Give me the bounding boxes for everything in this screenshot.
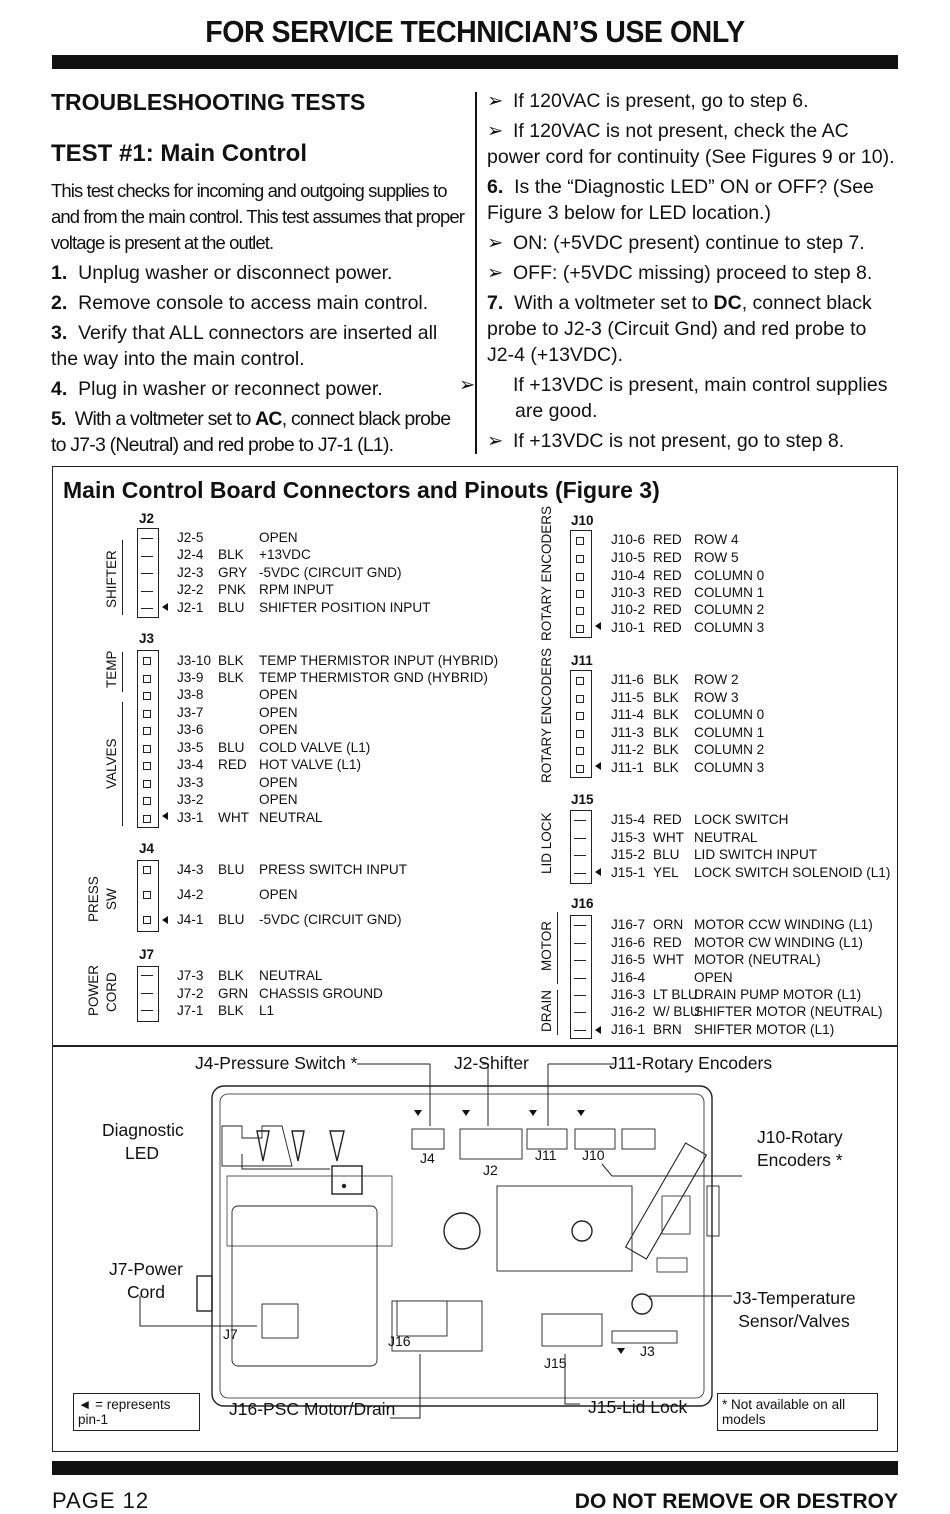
wire-color: RED [653,585,682,600]
pin-function: +13VDC [259,547,311,562]
pin-id: J11-2 [611,742,644,757]
pin-id: J16-3 [611,987,646,1002]
pin1-marker [595,1026,601,1034]
pin-function: TEMP THERMISTOR INPUT (HYBRID) [259,653,499,668]
board-j11-connector [527,1129,567,1149]
group-label-cord: CORD [104,972,119,1012]
pin-id: J2-2 [177,582,204,597]
pin-line [141,1010,153,1011]
board-j10-connector [575,1129,615,1149]
callout-j10-rotary-encoders: J10-Rotary Encoders * [757,1127,843,1170]
pin-function: PRESS SWITCH INPUT [259,862,408,877]
pin-function: NEUTRAL [694,830,758,845]
wire-color: WHT [653,830,684,845]
group-label-lid-lock: LID LOCK [539,812,554,874]
pin-square [143,815,151,823]
pin-line [141,993,153,994]
wire-color: BLK [653,672,679,687]
callout-j2-shifter: J2-Shifter [454,1053,529,1073]
pin-function: MOTOR (NEUTRAL) [694,952,821,967]
connector-label-j11: J11 [571,653,593,668]
pin-function: LOCK SWITCH [694,812,789,827]
pin-square [576,712,584,720]
pin-function: COLUMN 2 [694,742,765,757]
callout-diagnostic-led: Diagnostic LED [102,1120,184,1163]
pin-function: COLUMN 2 [694,602,765,617]
group-label-rotary-encoders-j10: ROTARY ENCODERS [539,505,554,641]
board-label-j7: J7 [223,1326,238,1342]
right-column [459,88,897,458]
bullet-13v-absent: ➢ If +13VDC is not present, go to step 8. [487,430,845,452]
group-label-valves: VALVES [104,738,119,789]
pin-line [141,573,153,574]
wire-color: YEL [653,865,679,880]
pin1-marker [595,762,601,770]
pin-square [576,677,584,685]
connector-label-j15: J15 [571,792,594,807]
pin-function: ROW 2 [694,672,739,687]
pin-id: J10-1 [611,620,646,635]
pin-id: J4-1 [177,912,204,927]
pin-id: J3-6 [177,722,204,737]
pin-line [141,538,153,539]
pin-line [574,995,586,996]
wire-color: RED [653,602,682,617]
pin-line [574,820,586,821]
column-divider [475,92,477,454]
pin-square [576,730,584,738]
pin-id: J15-4 [611,812,646,827]
pin-function: OPEN [259,887,298,902]
bracket-motor [557,912,558,984]
main-control-board-drawing [52,1046,898,1452]
pin-function: CHASSIS GROUND [259,986,383,1001]
pin-line [574,943,586,944]
bullet-120v-absent: ➢ If 120VAC is not present, check the AC power cord for continuity (See Figures 9 or 10). [487,120,895,168]
pin-function: OPEN [259,722,298,737]
pin-line [141,608,153,609]
pin-id: J7-2 [177,986,204,1001]
pin-square [576,573,584,581]
bracket-temp [122,652,123,692]
wire-color: RED [218,757,247,772]
test-title: TEST #1: Main Control [51,140,308,167]
board-label-j3: J3 [640,1343,655,1359]
pin-id: J10-6 [611,532,646,547]
pin-id: J7-1 [177,1003,204,1018]
step-1: 1. Unplug washer or disconnect power. [51,262,393,284]
wire-color: WHT [653,952,684,967]
pin-function: COLUMN 1 [694,725,765,740]
pin-id: J3-2 [177,792,204,807]
pin-id: J2-1 [177,600,204,615]
pin-id: J4-3 [177,862,204,877]
wire-color: BLK [653,707,679,722]
wire-color: RED [653,812,682,827]
pin-id: J11-5 [611,690,644,705]
callout-j7-power-cord: J7-Power Cord [109,1259,183,1302]
pin-function: MOTOR CCW WINDING (L1) [694,917,873,932]
pin-square [576,537,584,545]
bullet-led-off: ➢ OFF: (+5VDC missing) proceed to step 8. [487,262,873,284]
pin-function: SHIFTER MOTOR (L1) [694,1022,835,1037]
callout-j15-lid-lock: J15-Lid Lock [588,1397,688,1417]
pin-function: ROW 5 [694,550,739,565]
pin-id: J16-6 [611,935,646,950]
header-rule [52,55,898,69]
pin-function: RPM INPUT [259,582,334,597]
connector-label-j10: J10 [571,513,594,528]
group-label-drain: DRAIN [539,989,554,1032]
connector-j16 [570,915,592,1039]
wire-color: WHT [218,810,249,825]
board-j10b-connector [622,1129,655,1149]
pin-line [141,975,153,976]
pin-square [143,710,151,718]
pin1-marker [595,622,601,630]
bracket-valves [122,702,123,826]
pin-id: J16-2 [611,1004,646,1019]
connector-label-j4: J4 [139,841,155,856]
pin-square [143,657,151,665]
diagnostic-led [343,1185,346,1188]
pin-square [143,891,151,899]
pin-id: J11-1 [611,760,644,775]
wire-color: BRN [653,1022,682,1037]
diagnostic-led-area [332,1166,362,1194]
pin-function: MOTOR CW WINDING (L1) [694,935,863,950]
pin-id: J4-2 [177,887,204,902]
left-column [51,178,466,462]
pin-square [576,747,584,755]
pin-id: J15-3 [611,830,646,845]
wire-color: BLK [218,547,244,562]
pin-id: J10-2 [611,602,646,617]
pin-function: DRAIN PUMP MOTOR (L1) [694,987,862,1002]
connector-j11 [570,670,592,778]
wire-color: LT BLU [653,987,698,1002]
step-3: 3. Verify that ALL connectors are inserted all the way into the main control. [51,322,438,370]
wire-color: BLU [218,912,245,927]
pin-square [576,555,584,563]
footer-rule [52,1461,898,1475]
pin-line [574,873,586,874]
pin-function: NEUTRAL [259,810,323,825]
legend-not-available: * Not available on all models [717,1393,878,1431]
pin-id: J3-3 [177,775,204,790]
pin-function: LOCK SWITCH SOLENOID (L1) [694,865,891,880]
pin-id: J10-5 [611,550,646,565]
group-label-rotary-encoders-j11: ROTARY ENCODERS [539,647,554,783]
step-4: 4. Plug in washer or reconnect power. [51,378,383,400]
pin-line [574,1030,586,1031]
page-number: PAGE 12 [52,1488,150,1513]
pin-line [574,1012,586,1013]
pin-id: J3-7 [177,705,204,720]
pin-line [574,855,586,856]
board-label-j15: J15 [544,1355,567,1371]
intro-text: This test checks for incoming and outgoing supplies to and from the main control. This test assumes that proper voltage is present at the outlet. [51,180,465,253]
pin-square [576,590,584,598]
pin-line [574,838,586,839]
bracket-shifter [122,540,123,615]
pin1-marker [162,916,168,924]
wire-color: BLK [218,653,244,668]
section-title: TROUBLESHOOTING TESTS [51,89,366,115]
board-label-j2: J2 [483,1162,498,1178]
pin-square [576,695,584,703]
step-7: 7. With a voltmeter set to DC, connect black probe to J2-3 (Circuit Gnd) and red probe to J2-4 (+13VDC). [487,292,872,366]
pin-id: J16-5 [611,952,646,967]
wire-color: BLK [218,968,244,983]
wire-color: GRY [218,565,248,580]
pin-function: COLUMN 3 [694,760,765,775]
group-label-motor: MOTOR [539,921,554,971]
pin-function: LID SWITCH INPUT [694,847,818,862]
pin-function: COLUMN 1 [694,585,765,600]
pin-line [141,591,153,592]
pin1-marker [595,868,601,876]
pin-id: J7-3 [177,968,204,983]
footer-notice: DO NOT REMOVE OR DESTROY [574,1490,898,1513]
connector-label-j7: J7 [139,947,155,962]
board-j16-connector [397,1301,447,1336]
wire-color: ORN [653,917,684,932]
board-label-j16: J16 [388,1333,411,1349]
capacitor-circle [444,1213,480,1249]
pin-square [576,607,584,615]
pin-id: J2-4 [177,547,204,562]
wire-color: RED [653,532,682,547]
group-label-power: POWER [86,964,101,1016]
pin1-marker [162,812,168,820]
pin-line [141,556,153,557]
pin-id: J3-8 [177,687,204,702]
wire-color: BLU [218,740,245,755]
wire-color: RED [653,935,682,950]
connector-label-j3: J3 [139,631,155,646]
callout-j4-pressure-switch: J4-Pressure Switch * [195,1053,358,1073]
pin-id: J3-10 [177,653,212,668]
pin-line [574,960,586,961]
pin-function: -5VDC (CIRCUIT GND) [259,912,402,927]
wire-color: BLK [653,742,679,757]
bullet-led-on: ➢ ON: (+5VDC present) continue to step 7. [487,232,865,254]
pin-function: OPEN [259,705,298,720]
bullet-13v-present: ➢ If +13VDC is present, main control supplies are good. [459,374,888,422]
wire-color: BLK [653,725,679,740]
pin-id: J2-3 [177,565,204,580]
pin-function: COLUMN 3 [694,620,765,635]
callout-j3-temperature: J3-Temperature Sensor/Valves [733,1288,856,1331]
board-j4-connector [412,1129,444,1149]
board-j15-connector [542,1314,602,1346]
bracket-drain [557,990,558,1035]
step-5: 5. With a voltmeter set to AC, connect black probe to J7-3 (Neutral) and red probe to J7-1 (L1). [51,408,451,456]
bullet-120v-present: ➢ If 120VAC is present, go to step 6. [487,90,809,112]
group-label-temp: TEMP [104,650,119,688]
wire-color: BLK [653,690,679,705]
wire-color: RED [653,568,682,583]
wire-color: W/ BLU [653,1004,700,1019]
pin-square [576,765,584,773]
pin-square [143,797,151,805]
pin1-marker [162,603,168,611]
connector-j10 [570,530,592,638]
pin-function: ROW 4 [694,532,739,547]
pin-square [576,625,584,633]
wire-color: BLK [218,670,244,685]
callout-j16-psc-motor: J16-PSC Motor/Drain [229,1399,396,1419]
pin-function: COLUMN 0 [694,568,765,583]
pin-function: SHIFTER POSITION INPUT [259,600,431,615]
pin-function: OPEN [259,792,298,807]
pin-id: J11-6 [611,672,644,687]
pin-id: J10-3 [611,585,646,600]
pin-line [574,978,586,979]
pin-function: OPEN [694,970,733,985]
page-header-title: FOR SERVICE TECHNICIAN’S USE ONLY [205,14,745,49]
pin-square [143,692,151,700]
pin-id: J3-1 [177,810,204,825]
board-j2-connector [460,1129,522,1159]
wire-color: BLU [218,862,245,877]
pin-id: J3-4 [177,757,204,772]
wire-color: BLU [218,600,245,615]
wire-color: RED [653,620,682,635]
board-label-j11: J11 [535,1147,557,1163]
pin-function: -5VDC (CIRCUIT GND) [259,565,402,580]
pin-function: NEUTRAL [259,968,323,983]
pin-function: OPEN [259,687,298,702]
wire-color: BLK [218,1003,244,1018]
pin-square [143,780,151,788]
wire-color: GRN [218,986,249,1001]
step-6: 6. Is the “Diagnostic LED” ON or OFF? (See Figure 3 below for LED location.) [487,176,874,224]
pin-id: J16-7 [611,917,646,932]
group-label-press: PRESS [86,876,101,922]
wire-color: BLU [653,847,680,862]
pin-square [143,866,151,874]
pin-square [143,762,151,770]
board-j3-connector [612,1331,677,1343]
pin-id: J16-4 [611,970,646,985]
pin-id: J16-1 [611,1022,646,1037]
connector-label-j16: J16 [571,896,594,911]
legend-pin1: ◄ = represents pin-1 [73,1393,200,1431]
pin-id: J10-4 [611,568,646,583]
pin-function: L1 [259,1003,275,1018]
board-label-j4: J4 [420,1150,435,1166]
figure-title: Main Control Board Connectors and Pinouts (Figure 3) [63,477,660,503]
pin-function: COLD VALVE (L1) [259,740,371,755]
group-label-shifter: SHIFTER [104,550,119,608]
pin-function: TEMP THERMISTOR GND (HYBRID) [259,670,488,685]
wire-color: PNK [218,582,246,597]
pin-square [143,916,151,924]
step-2: 2. Remove console to access main control. [51,292,429,314]
pin-id: J15-2 [611,847,646,862]
pin-id: J2-5 [177,530,204,545]
pin-function: OPEN [259,775,298,790]
pin-square [143,745,151,753]
pin-id: J15-1 [611,865,646,880]
pin-function: COLUMN 0 [694,707,765,722]
board-label-j10: J10 [582,1147,605,1163]
pin-function: HOT VALVE (L1) [259,757,361,772]
pin-square [143,727,151,735]
pin-function: OPEN [259,530,298,545]
group-label-sw: SW [104,888,119,910]
pin-line [574,925,586,926]
wire-color: BLK [653,760,679,775]
pin-function: SHIFTER MOTOR (NEUTRAL) [694,1004,883,1019]
board-j7-connector [262,1304,298,1338]
pin-id: J3-9 [177,670,204,685]
callout-j11-rotary-encoders: J11-Rotary Encoders [609,1053,773,1073]
pin-square [143,675,151,683]
pin-id: J11-3 [611,725,644,740]
pin-id: J3-5 [177,740,204,755]
pin-function: ROW 3 [694,690,739,705]
connector-label-j2: J2 [139,511,155,526]
wire-color: RED [653,550,682,565]
pin-id: J11-4 [611,707,644,722]
